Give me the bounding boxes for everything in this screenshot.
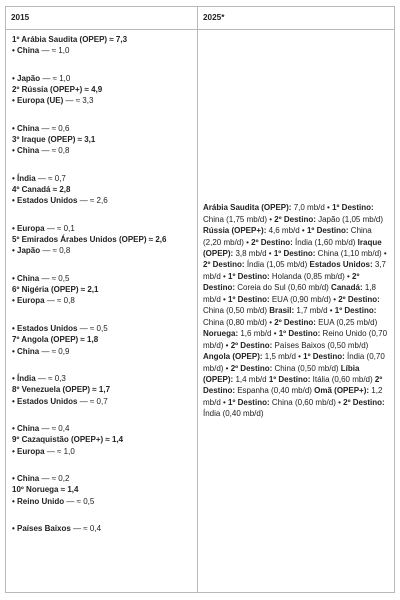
text-segment: China (2,20 mb/d) • xyxy=(203,226,372,247)
header-2025: 2025* xyxy=(198,7,395,30)
bold-segment: 2º Destino: xyxy=(338,294,380,304)
bold-segment: Rússia (OPEP+): xyxy=(203,226,267,236)
destination-value: — ≈ 0,1 xyxy=(44,223,75,233)
destination-entry xyxy=(12,195,193,206)
destination-value: — ≈ 0,5 xyxy=(39,273,70,283)
header-2015: 2015 xyxy=(6,7,198,30)
destination-value: — ≈ 1,0 xyxy=(44,446,75,456)
destination-entry xyxy=(12,523,193,534)
destination-value: — ≈ 0,4 xyxy=(39,423,70,433)
column-2015 xyxy=(6,30,198,593)
group-spacer xyxy=(12,357,193,373)
destination-entry xyxy=(12,323,193,334)
destination-country: • Estados Unidos xyxy=(12,396,78,406)
text-segment: China (1,75 mb/d) • xyxy=(203,214,275,224)
text-segment: Holanda (0,85 mb/d) • xyxy=(269,271,353,281)
bold-segment: Canadá: xyxy=(331,283,363,293)
destination-value: — ≈ 0,2 xyxy=(39,473,70,483)
destination-value: — ≈ 3,3 xyxy=(63,96,94,106)
destination-value: — ≈ 0,9 xyxy=(39,346,70,356)
ranking-entry: 3º Iraque (OPEP) ≈ 3,1 xyxy=(12,135,96,145)
text-segment: EUA (0,90 mb/d) • xyxy=(269,294,339,304)
bold-segment: Estados Unidos: xyxy=(309,260,373,270)
bold-segment: 2º Destino: xyxy=(251,237,293,247)
destination-entry xyxy=(12,245,193,256)
bold-segment: Noruega: xyxy=(203,329,239,339)
destination-country: • Japão xyxy=(12,73,41,83)
bold-segment: 2º Destino: xyxy=(230,363,273,373)
destination-entry xyxy=(12,295,193,306)
text-segment: Itália (0,60 mb/d) xyxy=(310,374,375,384)
bold-segment: Angola (OPEP): xyxy=(203,352,263,362)
destination-entry xyxy=(12,145,193,156)
destination-value: — ≈ 1,0 xyxy=(39,46,70,56)
destination-value: — ≈ 0,5 xyxy=(64,496,95,506)
destination-entry xyxy=(12,173,193,184)
destination-country: • China xyxy=(12,423,40,433)
group-spacer xyxy=(12,57,193,73)
ranking-entry: 9º Cazaquistão (OPEP+) ≈ 1,4 xyxy=(12,435,124,445)
destination-value: — ≈ 0,7 xyxy=(77,396,108,406)
destination-value: — ≈ 0,3 xyxy=(35,373,66,383)
destination-value: — ≈ 0,8 xyxy=(40,246,71,256)
text-segment: 3,7 mb/d • xyxy=(203,260,386,281)
bold-segment: Iraque (OPEP): xyxy=(203,237,382,258)
group-spacer xyxy=(12,457,193,473)
ranking-entry: 8º Venezuela (OPEP) ≈ 1,7 xyxy=(12,385,111,395)
destination-value: — ≈ 0,4 xyxy=(70,523,102,533)
text-segment: China (0,60 mb/d) • xyxy=(269,397,344,407)
destination-entry xyxy=(12,73,193,84)
text-segment: 1,2 mb/d • xyxy=(203,386,383,407)
text-segment: 3,8 mb/d • xyxy=(233,249,274,258)
bold-segment: 1º Destino: xyxy=(334,306,377,316)
exports-table xyxy=(5,6,395,593)
bold-segment: Omã (OPEP+): xyxy=(314,386,370,396)
bold-segment: 1º Destino: xyxy=(306,226,349,236)
bold-segment: Líbia (OPEP): xyxy=(203,363,360,384)
destination-country: • China xyxy=(12,123,40,133)
destination-country: • China xyxy=(12,473,40,483)
bold-segment: 2º Destino: xyxy=(274,317,316,327)
destination-country: • Estados Unidos xyxy=(12,196,78,206)
table-header-row xyxy=(6,7,395,30)
destination-country: • Japão xyxy=(12,246,41,256)
bold-segment: 1º Destino: xyxy=(268,374,311,384)
destination-country: • China xyxy=(12,273,40,283)
bold-segment: 2º Destino: xyxy=(230,340,273,350)
destination-country: • Europa xyxy=(12,446,45,456)
destination-entry xyxy=(12,446,193,457)
text-segment: Índia (1,05 mb/d) xyxy=(244,260,310,270)
ranking-entry: 7º Angola (OPEP) ≈ 1,8 xyxy=(12,335,99,345)
group-spacer xyxy=(12,107,193,123)
text-segment: Países Baixos (0,50 mb/d) xyxy=(272,340,369,350)
group-spacer xyxy=(12,207,193,223)
bold-segment: 1º Destino: xyxy=(278,329,321,339)
text-segment: China (0,50 mb/d) xyxy=(272,363,341,373)
destination-entry xyxy=(12,496,193,507)
text-segment: Espanha (0,40 mb/d) xyxy=(235,386,315,396)
ranking-entry: 1º Arábia Saudita (OPEP) ≈ 7,3 xyxy=(12,35,128,44)
bold-segment: 1º Destino: xyxy=(332,203,374,213)
destination-entry xyxy=(12,423,193,434)
ranking-entry: 6º Nigéria (OPEP) ≈ 2,1 xyxy=(12,285,99,295)
exports-paragraph-2025 xyxy=(203,202,390,420)
destination-country: • Países Baixos xyxy=(12,523,71,533)
group-spacer xyxy=(12,257,193,273)
destination-country: • Europa xyxy=(12,223,45,233)
destination-entry xyxy=(12,346,193,357)
bold-segment: 2º Destino: xyxy=(203,260,245,270)
text-segment: Índia (0,40 mb/d) xyxy=(203,409,264,419)
ranking-entry: 10º Noruega ≈ 1,4 xyxy=(12,485,79,495)
bold-segment: Arábia Saudita (OPEP): xyxy=(203,203,292,213)
text-segment: 1,8 mb/d • xyxy=(203,283,376,304)
bold-segment: 1º Destino: xyxy=(273,249,316,258)
destination-value: — ≈ 0,8 xyxy=(39,146,70,156)
bold-segment: 2º Destino: xyxy=(343,397,385,407)
ranking-entry: 4º Canadá ≈ 2,8 xyxy=(12,185,71,195)
text-segment: 7,0 mb/d • xyxy=(291,203,333,213)
text-segment: China (1,10 mb/d) • xyxy=(315,249,387,258)
destination-value: — ≈ 1,0 xyxy=(40,73,71,83)
destination-value: — ≈ 0,6 xyxy=(39,123,70,133)
bold-segment: 2º Destino: xyxy=(203,374,383,396)
text-segment: Coreia do Sul (0,60 mb/d) xyxy=(235,283,332,293)
destination-entry xyxy=(12,273,193,284)
text-segment: 1,5 mb/d • xyxy=(262,352,304,362)
bold-segment: 1º Destino: xyxy=(228,294,270,304)
destination-value: — ≈ 2,6 xyxy=(77,196,108,206)
text-segment: 1,4 mb/d xyxy=(233,374,269,384)
group-spacer xyxy=(12,407,193,423)
text-segment: Japão (1,05 mb/d) xyxy=(315,214,384,224)
destination-country: • Estados Unidos xyxy=(12,323,78,333)
destination-value: — ≈ 0,7 xyxy=(35,173,66,183)
text-segment: EUA (0,25 mb/d) xyxy=(315,317,378,327)
group-spacer xyxy=(12,157,193,173)
destination-country: • Europa (UE) xyxy=(12,96,64,106)
destination-country: • China xyxy=(12,346,40,356)
destination-country: • Índia xyxy=(12,373,36,383)
group-spacer xyxy=(12,307,193,323)
bold-segment: 2º Destino: xyxy=(274,214,316,224)
destination-entry xyxy=(12,95,193,106)
destination-entry xyxy=(12,473,193,484)
ranking-entry: 2º Rússia (OPEP+) ≈ 4,9 xyxy=(12,85,103,95)
destination-value: — ≈ 0,8 xyxy=(44,296,75,306)
destination-entry xyxy=(12,45,193,56)
bold-segment: 2º Destino: xyxy=(203,271,360,293)
destination-entry xyxy=(12,373,193,384)
ranking-entry: 5º Emirados Árabes Unidos (OPEP) ≈ 2,6 xyxy=(12,235,167,245)
text-segment: Índia (0,70 mb/d) • xyxy=(203,352,385,373)
destination-entry xyxy=(12,223,193,234)
destination-entry xyxy=(12,123,193,134)
destination-entry xyxy=(12,396,193,407)
text-segment: China (0,50 mb/d) xyxy=(203,306,270,316)
destination-country: • Índia xyxy=(12,173,36,183)
destination-value: — ≈ 0,5 xyxy=(77,323,108,333)
ranking-list-2015 xyxy=(12,34,193,534)
text-segment: Índia (1,60 mb/d) xyxy=(292,237,358,247)
destination-country: • Europa xyxy=(12,296,45,306)
destination-country: • China xyxy=(12,46,40,56)
bold-segment: Brasil: xyxy=(269,306,295,316)
bold-segment: 1º Destino: xyxy=(228,271,270,281)
column-2025 xyxy=(198,30,395,593)
destination-country: • China xyxy=(12,146,40,156)
destination-country: • Reino Unido xyxy=(12,496,65,506)
text-segment: Reino Unido (0,70 mb/d) • xyxy=(203,329,388,350)
group-spacer xyxy=(12,507,193,523)
text-segment: 1,6 mb/d • xyxy=(238,329,279,339)
text-segment: 1,7 mb/d • xyxy=(294,306,335,316)
bold-segment: 1º Destino: xyxy=(303,352,345,362)
text-segment: China (0,80 mb/d) • xyxy=(203,317,275,327)
bold-segment: 1º Destino: xyxy=(228,397,270,407)
text-segment: 4,6 mb/d • xyxy=(266,226,307,236)
